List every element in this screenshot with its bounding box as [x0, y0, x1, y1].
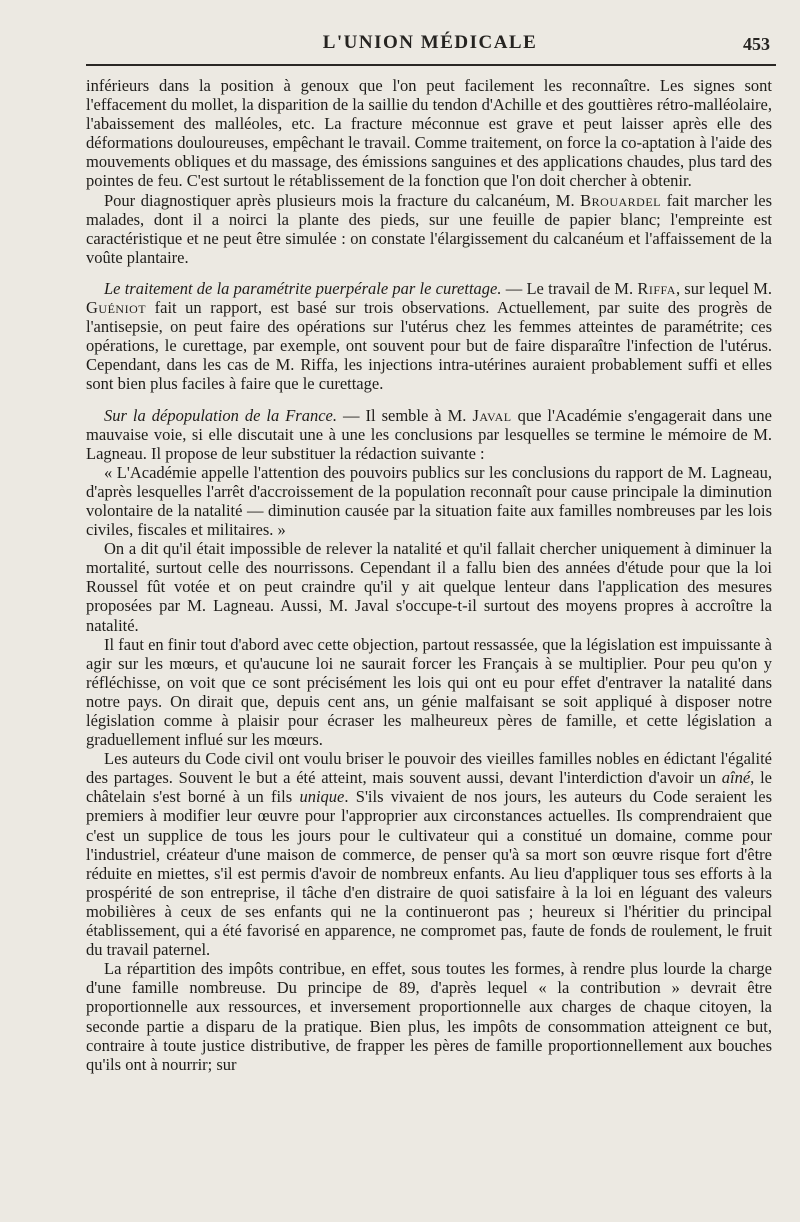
- paragraph-code-civil: [86, 749, 772, 959]
- paragraph-text: inférieurs dans la position à genoux que l'on peut facilement les reconnaître. Les signes sont l'effacement du mollet, la disparition de la saillie du tendon d'Achille et des gouttières rétro-malléolaire, l'abaissement des malléoles, etc. La fracture méconnue est grave et peut laisser après elle des déformations douloureuses, empêchant le travail. Comme traitement, on force la co-aptation à l'aide des mouvements obliques et du massage, des émissions sanguines et des applications chaudes, plus tard des pointes de feu. C'est surtout le rétablissement de la fonction que l'on doit chercher à obtenir.: [86, 76, 772, 191]
- header-rule: [86, 64, 776, 66]
- paragraph-calcaneum-signs: [86, 76, 772, 191]
- paragraph-text: — Il semble à M.: [343, 405, 467, 425]
- paragraph-text: fait marcher les malades, dont il a noirci la plante des pieds, sur une feuille de papier blanc; l'empreinte est caractéristique et ne peut être simulée : on constate l'élargissement du calcanéum et l'affaissement de la voûte plantaire.: [86, 190, 773, 267]
- paragraph-quotation: [86, 463, 772, 539]
- paragraph-text: La répartition des impôts contribue, en effet, sous toutes les formes, à rendre plus lourde la charge d'une famille nombreuse. Du principe de 89, d'après lequel « la contribution » devrait être proportionnelle aux ressources, et inversement proportionnelle aux charges de chaque citoyen, la seconde partie a disparu de la pratique. Bien plus, les impôts de consommation atteignent ce but, contraire à toute justice distributive, de frapper les pères de famille proportionnellement aux bouches qu'ils ont à nourrir; sur: [86, 959, 772, 1074]
- page-header: [90, 30, 770, 60]
- emphasis: unique: [299, 787, 345, 807]
- emphasis: aîné: [721, 768, 751, 788]
- section-gap: [86, 394, 772, 406]
- paragraph-text: Il faut en finir tout d'abord avec cette objection, partout ressassée, que la législation est impuissante à agir sur les mœurs, et qu'aucune loi ne saurait forcer les Français à se multiplier. Pour peu qu'on y réfléchisse, on voit que ce sont précisément les lois qui ont eu pour effet d'entraver la natalité dans notre pays. On dirait que, depuis cent ans, un génie malfaisant se soit appliqué à disposer notre législation comme à plaisir pour écraser les malheureux pères de famille, et cette législation a graduellement influé sur les mœurs.: [86, 634, 772, 750]
- paragraph-text: fait un rapport, est basé sur trois observations. Actuellement, par suite des progrès de l'antisepsie, on peut faire des opérations sur l'utérus chez les femmes atteintes de paramétrite; ces opérations, le curettage, par exemple, ont souvent pour but de faire disparaître l'infection de l'utérus. Cependant, dans les cas de M. Riffa, les injections intra-utérines auraient probablement suffi et elles sont bien plus faciles à faire que le curettage.: [86, 298, 773, 394]
- paragraph-text: , sur lequel M.: [675, 278, 773, 298]
- author-name: Guéniot: [86, 298, 147, 318]
- paragraph-natalite: [86, 539, 772, 634]
- section-title: Le traitement de la paramétrite puerpérale par le curettage.: [104, 278, 502, 298]
- paragraph-text: que l'Académie s'engagerait dans une mauvaise voie, si elle discutait une à une les conclusions par lesquelles se termine le mémoire de M. Lagneau. Il propose de leur substituer la rédaction suivante :: [86, 405, 773, 463]
- paragraph-text: . S'ils vivaient de nos jours, les auteurs du Code seraient les premiers à modifier leur œuvre pour l'approprier aux circonstances actuelles. Ils comprendraient que c'est un supplice de tous les jours pour le cultivateur qui a constitué un domaine, comme pour l'industriel, créateur d'une maison de commerce, de penser qu'à sa mort son œuvre risque fort d'être réduite en miettes, s'il est permis d'avoir de nombreux enfants. Au lieu d'appliquer tous ses efforts à la prospérité de son entreprise, il tâche d'en distraire de quoi satisfaire à la loi en léguant des valeurs mobilières à ceux de ses enfants qui ne la continueront pas ; heureux si l'héritier du principal établissement, qui a été favorisé en apparence, ne compromet pas, faute de fonds de roulement, le fruit du travail paternel.: [86, 787, 773, 960]
- author-name: Javal: [472, 405, 512, 425]
- paragraph-calcaneum-diagnosis: [86, 191, 772, 267]
- paragraph-text: , le châtelain s'est borné à un fils: [86, 768, 772, 807]
- running-head: L'UNION MÉDICALE: [322, 32, 538, 53]
- author-name: Brouardel: [580, 190, 661, 210]
- paragraph-impots: [86, 959, 772, 1074]
- paragraph-depopulation: [86, 406, 772, 463]
- page-number: 453: [743, 34, 770, 54]
- paragraph-text: On a dit qu'il était impossible de relever la natalité et qu'il fallait chercher uniquement à diminuer la mortalité, surtout celle des nourrissons. Cependant il a fallu bien des années d'étude pour que la loi Roussel fût votée et on peut craindre qu'il y ait quelque lenteur dans l'application des mesures proposées par M. Lagneau. Aussi, M. Javal s'occupe-t-il surtout des moyens propres à accroître la natalité.: [86, 539, 772, 635]
- article-body: [86, 76, 772, 1074]
- section-gap: [86, 267, 772, 279]
- section-title: Sur la dépopulation de la France.: [104, 405, 337, 425]
- paragraph-text: Pour diagnostiquer après plusieurs mois la fracture du calcanéum, M.: [104, 190, 575, 210]
- paragraph-parametrite: [86, 279, 772, 394]
- paragraph-text: — Le travail de M.: [505, 278, 634, 298]
- paragraph-text: Les auteurs du Code civil ont voulu briser le pouvoir des vieilles familles nobles en édictant l'égalité des partages. Souvent le but a été atteint, mais souvent aussi, devant l'interdiction d'avoir un: [86, 749, 772, 788]
- paragraph-legislation: [86, 635, 772, 750]
- author-name: Riffa: [637, 278, 676, 298]
- paragraph-text: « L'Académie appelle l'attention des pouvoirs publics sur les conclusions du rapport de M. Lagneau, d'après lesquelles l'arrêt d'accroissement de la population reconnaît pour cause principale la diminution volontaire de la natalité — diminution causée par la situation faite aux familles nombreuses par les lois civiles, fiscales et militaires. »: [86, 462, 772, 540]
